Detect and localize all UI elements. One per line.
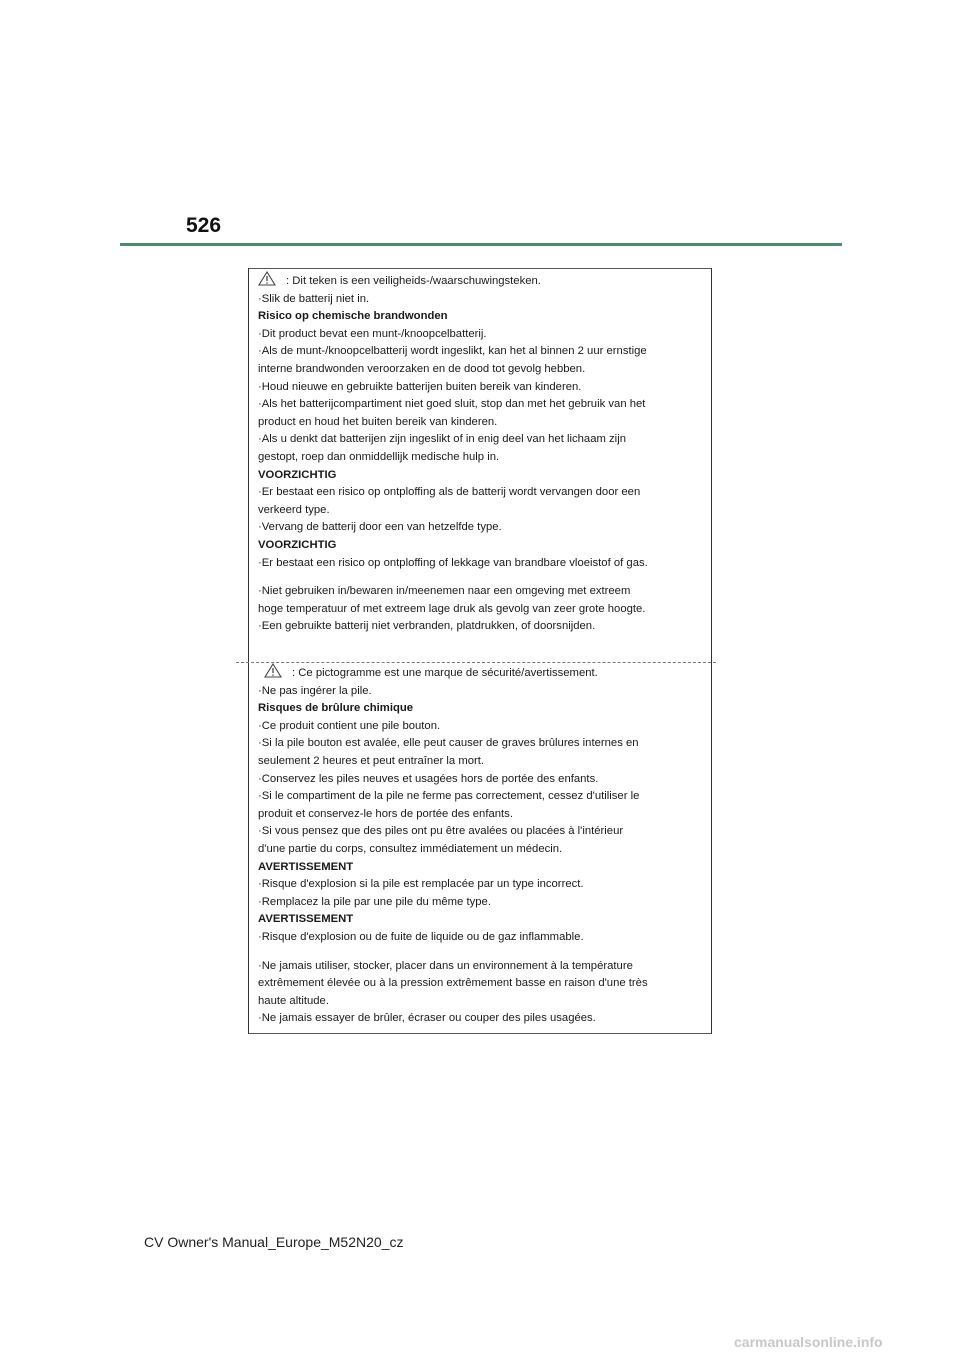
- spacer: [258, 572, 698, 583]
- warning-intro-text: : Dit teken is een veiligheids-/waarschuwingsteken.: [286, 275, 541, 287]
- warning-text-line: ·Remplacez la pile par une pile du même type.: [258, 895, 491, 908]
- warning-text-line: ·Si vous pensez que des piles ont pu être avalées ou placées à l'intérieur: [258, 825, 624, 838]
- warning-text-line: ·Ne jamais utiliser, stocker, placer dans un environnement à la température: [258, 959, 633, 972]
- warning-heading: VOORZICHTIG: [258, 468, 337, 481]
- warning-text-line: gestopt, roep dan onmiddellijk medische hulp in.: [258, 450, 500, 463]
- warning-intro-line: [258, 663, 698, 683]
- warning-text-line: extrêmement élevée ou à la pression extrêmement basse en raison d'une très: [258, 977, 648, 990]
- warning-text-line: ·Risque d'explosion ou de fuite de liquide ou de gaz inflammable.: [258, 930, 584, 943]
- warning-text-line: ·Ce produit contient une pile bouton.: [258, 719, 441, 732]
- warning-text-line: ·Si la pile bouton est avalée, elle peut causer de graves brûlures internes en: [258, 737, 639, 750]
- warning-triangle-icon: [258, 271, 276, 286]
- warning-text-line: produit et conservez-le hors de portée des enfants.: [258, 807, 513, 820]
- warning-section-dutch: [258, 271, 698, 636]
- warning-text-line: ·Er bestaat een risico op ontploffing als de batterij wordt vervangen door een: [258, 486, 641, 499]
- warning-section-french: [258, 663, 698, 1028]
- warning-text-line: ·Er bestaat een risico op ontploffing of lekkage van brandbare vloeistof of gas.: [258, 556, 648, 569]
- warning-text-line: ·Slik de batterij niet in.: [258, 292, 370, 305]
- warning-text-line: ·Als de munt-/knoopcelbatterij wordt ingeslikt, kan het al binnen 2 uur ernstige: [258, 345, 647, 358]
- warning-text-line: ·Niet gebruiken in/bewaren in/meenemen naar een omgeving met extreem: [258, 585, 631, 598]
- warning-text-line: ·Houd nieuwe en gebruikte batterijen buiten bereik van kinderen.: [258, 380, 582, 393]
- warning-text-line: ·Als u denkt dat batterijen zijn ingeslikt of in enig deel van het lichaam zijn: [258, 433, 626, 446]
- warning-heading: AVERTISSEMENT: [258, 860, 354, 873]
- warning-text-line: haute altitude.: [258, 994, 329, 1007]
- warning-text-line: ·Dit product bevat een munt-/knoopcelbatterij.: [258, 327, 487, 340]
- warning-text-line: ·Als het batterijcompartiment niet goed sluit, stop dan met het gebruik van het: [258, 398, 646, 411]
- warning-text-line: ·Ne pas ingérer la pile.: [258, 684, 372, 697]
- warning-heading: AVERTISSEMENT: [258, 913, 354, 926]
- warning-text-line: ·Vervang de batterij door een van hetzelfde type.: [258, 521, 502, 534]
- watermark-text: carmanualsonline.info: [734, 1334, 883, 1350]
- warning-text-line: ·Ne jamais essayer de brûler, écraser ou couper des piles usagées.: [258, 1012, 596, 1025]
- warning-text-line: ·Si le compartiment de la pile ne ferme pas correctement, cessez d'utiliser le: [258, 790, 640, 803]
- warning-intro-line: [258, 271, 698, 291]
- warning-text-line: d'une partie du corps, consultez immédiatement un médecin.: [258, 842, 563, 855]
- warning-text-line: interne brandwonden veroorzaken en de dood tot gevolg hebben.: [258, 362, 586, 375]
- spacer: [258, 947, 698, 958]
- header-rule: [120, 243, 842, 246]
- manual-footer-title: CV Owner's Manual_Europe_M52N20_cz: [144, 1234, 404, 1250]
- warning-intro-text: : Ce pictogramme est une marque de sécurité/avertissement.: [292, 667, 598, 679]
- warning-triangle-icon: [264, 663, 282, 678]
- warning-heading: VOORZICHTIG: [258, 538, 337, 551]
- warning-text-line: verkeerd type.: [258, 503, 330, 516]
- warning-text-line: ·Een gebruikte batterij niet verbranden, platdrukken, of doorsnijden.: [258, 620, 596, 633]
- page-number: 526: [186, 214, 222, 237]
- warning-heading: Risico op chemische brandwonden: [258, 310, 448, 323]
- warning-text-line: ·Risque d'explosion si la pile est remplacée par un type incorrect.: [258, 878, 584, 891]
- warning-text-line: ·Conservez les piles neuves et usagées hors de portée des enfants.: [258, 772, 599, 785]
- warning-heading: Risques de brûlure chimique: [258, 702, 414, 715]
- warning-text-line: seulement 2 heures et peut entraîner la mort.: [258, 754, 485, 767]
- warning-text-line: product en houd het buiten bereik van kinderen.: [258, 415, 498, 428]
- warning-text-line: hoge temperatuur of met extreem lage druk als gevolg van zeer grote hoogte.: [258, 602, 646, 615]
